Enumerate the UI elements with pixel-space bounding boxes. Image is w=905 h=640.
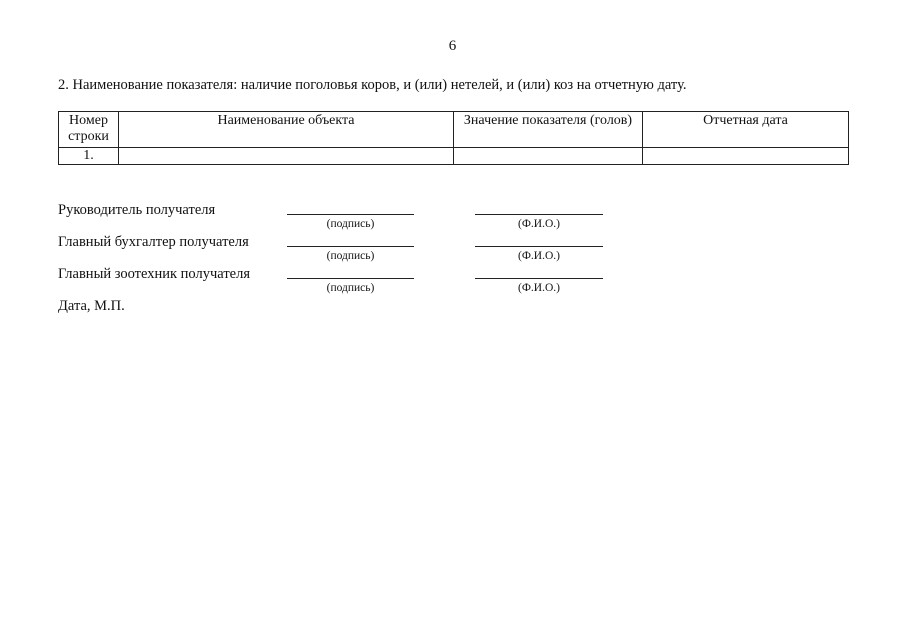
signature-role: Главный бухгалтер получателя <box>58 234 249 250</box>
signature-role: Главный зоотехник получателя <box>58 266 251 282</box>
cell-indicator-value <box>454 148 643 165</box>
indicator-heading: 2. Наименование показателя: наличие поголовья коров, и (или) нетелей, и (или) коз на отчетную дату. <box>58 77 687 93</box>
cell-row-number: 1. <box>59 148 119 165</box>
name-caption: (Ф.И.О.) <box>518 282 560 294</box>
signature-role: Руководитель получателя <box>58 202 216 218</box>
col-header-indicator-value: Значение показателя (голов) <box>454 112 643 148</box>
col-header-report-date: Отчетная дата <box>643 112 849 148</box>
name-line <box>475 246 603 247</box>
name-caption: (Ф.И.О.) <box>518 250 560 262</box>
table-header-row <box>59 112 849 148</box>
name-line <box>475 214 603 215</box>
signature-line <box>287 278 414 279</box>
date-stamp-label: Дата, М.П. <box>58 298 125 314</box>
signature-line <box>287 246 414 247</box>
page-number: 6 <box>448 38 457 54</box>
signature-line <box>287 214 414 215</box>
cell-report-date <box>643 148 849 165</box>
signature-caption: (подпись) <box>326 250 375 262</box>
cell-object-name <box>119 148 454 165</box>
signature-row-zootechnician <box>58 266 618 296</box>
signature-row-accountant <box>58 234 618 264</box>
name-caption: (Ф.И.О.) <box>518 218 560 230</box>
col-header-row-number: Номер строки <box>59 112 119 148</box>
table-row <box>59 148 849 165</box>
indicator-table <box>58 111 849 165</box>
signature-caption: (подпись) <box>326 282 375 294</box>
name-line <box>475 278 603 279</box>
signature-caption: (подпись) <box>326 218 375 230</box>
signature-row-head <box>58 202 618 232</box>
col-header-object-name: Наименование объекта <box>119 112 454 148</box>
